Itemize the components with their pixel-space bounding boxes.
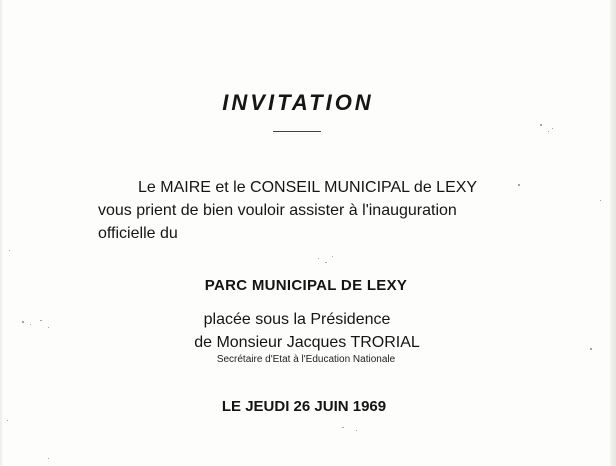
presidency-block (0, 308, 616, 354)
event-date: LE JEUDI 26 JUIN 1969 (221, 398, 387, 415)
intro-line-1: Le MAIRE et le CONSEIL MUNICIPAL de LEXY (138, 179, 478, 196)
paper-speck (356, 430, 357, 431)
paper-speck (22, 321, 24, 323)
presidency-line-1: placée sous la Présidence (203, 311, 391, 328)
paper-right-edge (610, 0, 616, 466)
paper-speck (318, 258, 319, 259)
paper-speck (600, 200, 601, 201)
intro-line-2: vous prient de bien vouloir assister à l'inauguration (98, 202, 457, 219)
paper-speck (40, 320, 42, 321)
intro-line-3: officielle du (98, 225, 178, 242)
invitation-title: INVITATION (222, 90, 374, 115)
paper-speck (332, 256, 333, 257)
presidency-line-2: de Monsieur Jacques TRORIAL (194, 334, 420, 351)
paper-speck (552, 128, 553, 129)
paper-speck (325, 262, 327, 263)
paper-speck (590, 348, 592, 350)
paper-left-edge (0, 0, 3, 466)
paper-speck (518, 184, 520, 186)
paper-speck (48, 458, 49, 459)
paper-speck (540, 124, 542, 126)
paper-speck (30, 324, 31, 325)
secretary-title: Secrétaire d'Etat à l'Education Nationale (216, 354, 396, 365)
paper-speck (9, 250, 10, 251)
paper-speck (48, 327, 49, 328)
paper-speck (342, 427, 344, 428)
paper-speck (548, 131, 549, 132)
title-underline (273, 131, 321, 132)
intro-paragraph (98, 176, 518, 245)
park-name: PARC MUNICIPAL DE LEXY (204, 277, 408, 294)
paper-speck (7, 420, 8, 421)
